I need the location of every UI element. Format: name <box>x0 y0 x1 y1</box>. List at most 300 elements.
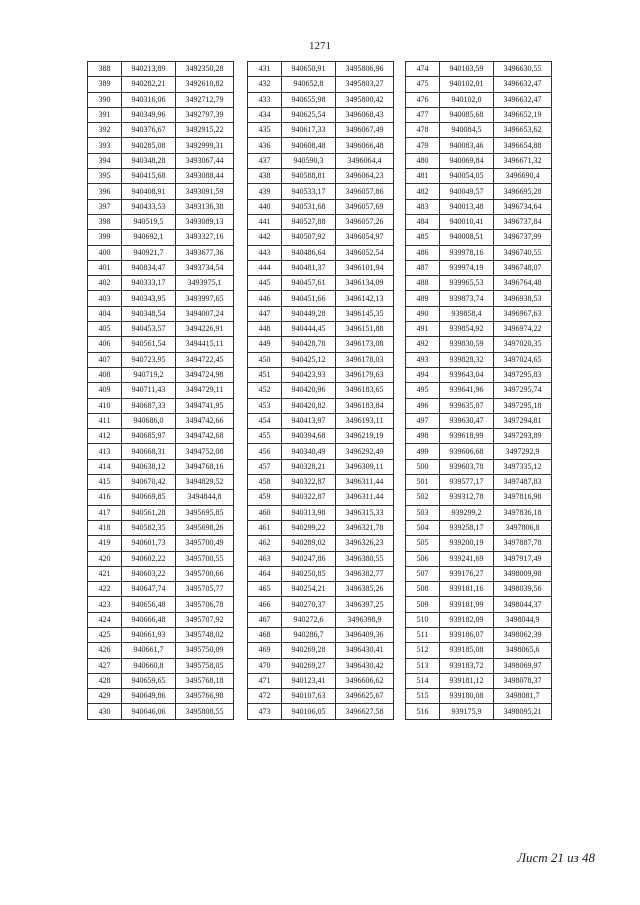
x-coordinate-cell: 940692,1 <box>122 230 176 245</box>
point-number-cell: 466 <box>248 597 282 612</box>
point-number-cell: 491 <box>406 322 440 337</box>
x-coordinate-cell: 940069,84 <box>440 153 494 168</box>
x-coordinate-cell: 939828,32 <box>440 352 494 367</box>
point-number-cell: 419 <box>88 536 122 551</box>
x-coordinate-cell: 940453,57 <box>122 322 176 337</box>
y-coordinate-cell: 3495808,55 <box>176 704 234 719</box>
page-number: 1271 <box>309 40 331 52</box>
table-row <box>406 92 552 107</box>
table-row <box>406 153 552 168</box>
x-coordinate-cell: 940668,31 <box>122 444 176 459</box>
x-coordinate-cell: 940719,2 <box>122 367 176 382</box>
table-row <box>406 367 552 382</box>
point-number-cell: 514 <box>406 673 440 688</box>
y-coordinate-cell: 3496142,13 <box>336 291 394 306</box>
point-number-cell: 458 <box>248 475 282 490</box>
y-coordinate-cell: 3496054,97 <box>336 230 394 245</box>
y-coordinate-cell: 3493677,36 <box>176 245 234 260</box>
table-row <box>88 520 234 535</box>
point-number-cell: 505 <box>406 536 440 551</box>
y-coordinate-cell: 3496178,03 <box>336 352 394 367</box>
table-row <box>248 490 394 505</box>
y-coordinate-cell: 3496740,55 <box>494 245 552 260</box>
table-row <box>406 398 552 413</box>
point-number-cell: 509 <box>406 597 440 612</box>
table-row <box>88 597 234 612</box>
x-coordinate-cell: 939606,68 <box>440 444 494 459</box>
table-row <box>88 627 234 642</box>
table-row <box>248 704 394 719</box>
y-coordinate-cell: 3495695,85 <box>176 505 234 520</box>
point-number-cell: 425 <box>88 627 122 642</box>
y-coordinate-cell: 3494722,45 <box>176 352 234 367</box>
point-number-cell: 427 <box>88 658 122 673</box>
y-coordinate-cell: 3495750,09 <box>176 643 234 658</box>
point-number-cell: 432 <box>248 77 282 92</box>
table-row <box>248 352 394 367</box>
point-number-cell: 431 <box>248 62 282 77</box>
point-number-cell: 479 <box>406 138 440 153</box>
point-number-cell: 484 <box>406 214 440 229</box>
y-coordinate-cell: 3496068,43 <box>336 107 394 122</box>
point-number-cell: 437 <box>248 153 282 168</box>
x-coordinate-cell: 939181,12 <box>440 673 494 688</box>
table-row <box>406 383 552 398</box>
point-number-cell: 446 <box>248 291 282 306</box>
table-row <box>406 352 552 367</box>
table-row <box>248 398 394 413</box>
point-number-cell: 508 <box>406 582 440 597</box>
x-coordinate-cell: 940531,68 <box>282 199 336 214</box>
point-number-cell: 493 <box>406 352 440 367</box>
x-coordinate-cell: 940322,87 <box>282 490 336 505</box>
table-row <box>88 184 234 199</box>
y-coordinate-cell: 3496057,69 <box>336 199 394 214</box>
table-row <box>406 520 552 535</box>
y-coordinate-cell: 3495768,18 <box>176 673 234 688</box>
table-row <box>406 322 552 337</box>
point-number-cell: 396 <box>88 184 122 199</box>
y-coordinate-cell: 3496654,88 <box>494 138 552 153</box>
y-coordinate-cell: 3495758,05 <box>176 658 234 673</box>
y-coordinate-cell: 3492915,22 <box>176 123 234 138</box>
x-coordinate-cell: 940254,21 <box>282 582 336 597</box>
x-coordinate-cell: 940921,7 <box>122 245 176 260</box>
point-number-cell: 435 <box>248 123 282 138</box>
y-coordinate-cell: 3497294,81 <box>494 413 552 428</box>
x-coordinate-cell: 940322,87 <box>282 475 336 490</box>
table-row <box>248 62 394 77</box>
y-coordinate-cell: 3496397,25 <box>336 597 394 612</box>
table-row <box>406 230 552 245</box>
point-number-cell: 429 <box>88 689 122 704</box>
x-coordinate-cell: 940107,63 <box>282 689 336 704</box>
x-coordinate-cell: 939978,16 <box>440 245 494 260</box>
table-row <box>248 322 394 337</box>
y-coordinate-cell: 3496625,67 <box>336 689 394 704</box>
x-coordinate-cell: 939965,53 <box>440 276 494 291</box>
table-row <box>406 413 552 428</box>
point-number-cell: 397 <box>88 199 122 214</box>
y-coordinate-cell: 3497293,89 <box>494 429 552 444</box>
table-row <box>88 459 234 474</box>
y-coordinate-cell: 3496380,55 <box>336 551 394 566</box>
x-coordinate-cell: 940603,22 <box>122 566 176 581</box>
table-row <box>248 505 394 520</box>
point-number-cell: 515 <box>406 689 440 704</box>
table-row <box>248 643 394 658</box>
x-coordinate-cell: 940285,08 <box>122 138 176 153</box>
table-row <box>88 413 234 428</box>
y-coordinate-cell: 3498078,37 <box>494 673 552 688</box>
x-coordinate-cell: 940270,37 <box>282 597 336 612</box>
point-number-cell: 415 <box>88 475 122 490</box>
y-coordinate-cell: 3496409,36 <box>336 627 394 642</box>
y-coordinate-cell: 3496326,23 <box>336 536 394 551</box>
x-coordinate-cell: 940656,48 <box>122 597 176 612</box>
x-coordinate-cell: 939175,9 <box>440 704 494 719</box>
y-coordinate-cell: 3495700,66 <box>176 566 234 581</box>
x-coordinate-cell: 940013,48 <box>440 199 494 214</box>
point-number-cell: 489 <box>406 291 440 306</box>
x-coordinate-cell: 939643,04 <box>440 367 494 382</box>
table-row <box>88 704 234 719</box>
y-coordinate-cell: 3494768,16 <box>176 459 234 474</box>
table-row <box>88 322 234 337</box>
y-coordinate-cell: 3496690,4 <box>494 169 552 184</box>
point-number-cell: 448 <box>248 322 282 337</box>
table-row <box>406 123 552 138</box>
table-row <box>248 444 394 459</box>
table-row <box>88 245 234 260</box>
point-number-cell: 516 <box>406 704 440 719</box>
point-number-cell: 500 <box>406 459 440 474</box>
y-coordinate-cell: 3496052,54 <box>336 245 394 260</box>
x-coordinate-cell: 940102,01 <box>440 77 494 92</box>
x-coordinate-cell: 940102,0 <box>440 92 494 107</box>
table-row <box>88 291 234 306</box>
y-coordinate-cell: 3495806,96 <box>336 62 394 77</box>
y-coordinate-cell: 3494741,95 <box>176 398 234 413</box>
point-number-cell: 488 <box>406 276 440 291</box>
y-coordinate-cell: 3498039,56 <box>494 582 552 597</box>
point-number-cell: 459 <box>248 490 282 505</box>
point-number-cell: 394 <box>88 153 122 168</box>
y-coordinate-cell: 3496967,63 <box>494 306 552 321</box>
table-row <box>88 689 234 704</box>
y-coordinate-cell: 3495706,78 <box>176 597 234 612</box>
x-coordinate-cell: 940340,49 <box>282 444 336 459</box>
y-coordinate-cell: 3493067,44 <box>176 153 234 168</box>
table-row <box>88 582 234 597</box>
point-number-cell: 423 <box>88 597 122 612</box>
table-row <box>248 230 394 245</box>
x-coordinate-cell: 940415,68 <box>122 169 176 184</box>
y-coordinate-cell: 3496630,55 <box>494 62 552 77</box>
table-row <box>248 429 394 444</box>
table-row <box>406 490 552 505</box>
point-number-cell: 510 <box>406 612 440 627</box>
table-row <box>406 673 552 688</box>
y-coordinate-cell: 3492350,28 <box>176 62 234 77</box>
point-number-cell: 451 <box>248 367 282 382</box>
point-number-cell: 503 <box>406 505 440 520</box>
y-coordinate-cell: 3496173,08 <box>336 337 394 352</box>
x-coordinate-cell: 939182,09 <box>440 612 494 627</box>
x-coordinate-cell: 940428,78 <box>282 337 336 352</box>
table-row <box>406 475 552 490</box>
y-coordinate-cell: 3498065,6 <box>494 643 552 658</box>
point-number-cell: 417 <box>88 505 122 520</box>
table-row <box>406 597 552 612</box>
point-number-cell: 395 <box>88 169 122 184</box>
table-row <box>88 658 234 673</box>
table-row <box>88 505 234 520</box>
x-coordinate-cell: 940451,66 <box>282 291 336 306</box>
point-number-cell: 486 <box>406 245 440 260</box>
table-row <box>406 337 552 352</box>
x-coordinate-cell: 940670,42 <box>122 475 176 490</box>
y-coordinate-cell: 3496151,88 <box>336 322 394 337</box>
point-number-cell: 405 <box>88 322 122 337</box>
x-coordinate-cell: 940349,96 <box>122 107 176 122</box>
table-row <box>406 276 552 291</box>
y-coordinate-cell: 3496145,35 <box>336 306 394 321</box>
point-number-cell: 438 <box>248 169 282 184</box>
x-coordinate-cell: 939974,19 <box>440 260 494 275</box>
table-row <box>88 107 234 122</box>
table-row <box>88 398 234 413</box>
point-number-cell: 443 <box>248 245 282 260</box>
x-coordinate-cell: 940106,05 <box>282 704 336 719</box>
x-coordinate-cell: 940213,89 <box>122 62 176 77</box>
table-row <box>88 643 234 658</box>
y-coordinate-cell: 3494226,91 <box>176 322 234 337</box>
y-coordinate-cell: 3498044,37 <box>494 597 552 612</box>
table-row <box>248 536 394 551</box>
table-row <box>248 138 394 153</box>
y-coordinate-cell: 3493088,44 <box>176 169 234 184</box>
table-row <box>88 612 234 627</box>
y-coordinate-cell: 3498062,39 <box>494 627 552 642</box>
y-coordinate-cell: 3498081,7 <box>494 689 552 704</box>
point-number-cell: 393 <box>88 138 122 153</box>
point-number-cell: 453 <box>248 398 282 413</box>
x-coordinate-cell: 939873,74 <box>440 291 494 306</box>
table-row <box>406 260 552 275</box>
table-row <box>406 704 552 719</box>
coordinates-table-3 <box>405 61 552 720</box>
point-number-cell: 409 <box>88 383 122 398</box>
y-coordinate-cell: 3497806,8 <box>494 520 552 535</box>
x-coordinate-cell: 940533,17 <box>282 184 336 199</box>
x-coordinate-cell: 940084,5 <box>440 123 494 138</box>
table-row <box>88 337 234 352</box>
point-number-cell: 389 <box>88 77 122 92</box>
x-coordinate-cell: 940652,8 <box>282 77 336 92</box>
x-coordinate-cell: 939241,69 <box>440 551 494 566</box>
x-coordinate-cell: 939181,16 <box>440 582 494 597</box>
table-row <box>406 306 552 321</box>
coordinates-tables <box>87 61 552 781</box>
x-coordinate-cell: 940420,82 <box>282 398 336 413</box>
table-row <box>248 291 394 306</box>
y-coordinate-cell: 3498095,21 <box>494 704 552 719</box>
point-number-cell: 411 <box>88 413 122 428</box>
point-number-cell: 464 <box>248 566 282 581</box>
point-number-cell: 492 <box>406 337 440 352</box>
y-coordinate-cell: 3496632,47 <box>494 77 552 92</box>
table-row <box>248 92 394 107</box>
table-row <box>406 536 552 551</box>
table-row <box>248 169 394 184</box>
table-row <box>248 77 394 92</box>
x-coordinate-cell: 940433,53 <box>122 199 176 214</box>
x-coordinate-cell: 940457,61 <box>282 276 336 291</box>
x-coordinate-cell: 940348,28 <box>122 153 176 168</box>
table-row <box>248 551 394 566</box>
point-number-cell: 430 <box>88 704 122 719</box>
table-row <box>248 383 394 398</box>
point-number-cell: 421 <box>88 566 122 581</box>
x-coordinate-cell: 939577,17 <box>440 475 494 490</box>
point-number-cell: 416 <box>88 490 122 505</box>
table-row <box>406 444 552 459</box>
point-number-cell: 502 <box>406 490 440 505</box>
x-coordinate-cell: 940486,64 <box>282 245 336 260</box>
table-row <box>248 597 394 612</box>
point-number-cell: 399 <box>88 230 122 245</box>
x-coordinate-cell: 940507,92 <box>282 230 336 245</box>
x-coordinate-cell: 940289,02 <box>282 536 336 551</box>
table-row <box>406 566 552 581</box>
point-number-cell: 456 <box>248 444 282 459</box>
point-number-cell: 414 <box>88 459 122 474</box>
point-number-cell: 460 <box>248 505 282 520</box>
point-number-cell: 483 <box>406 199 440 214</box>
x-coordinate-cell: 940650,91 <box>282 62 336 77</box>
point-number-cell: 402 <box>88 276 122 291</box>
table-row <box>88 153 234 168</box>
table-row <box>248 459 394 474</box>
point-number-cell: 445 <box>248 276 282 291</box>
point-number-cell: 511 <box>406 627 440 642</box>
y-coordinate-cell: 3495803,27 <box>336 77 394 92</box>
y-coordinate-cell: 3497836,18 <box>494 505 552 520</box>
y-coordinate-cell: 3496734,64 <box>494 199 552 214</box>
x-coordinate-cell: 940661,93 <box>122 627 176 642</box>
point-number-cell: 452 <box>248 383 282 398</box>
point-number-cell: 407 <box>88 352 122 367</box>
table-row <box>406 582 552 597</box>
point-number-cell: 482 <box>406 184 440 199</box>
table-row <box>406 643 552 658</box>
y-coordinate-cell: 3496311,44 <box>336 490 394 505</box>
table-row <box>406 214 552 229</box>
point-number-cell: 495 <box>406 383 440 398</box>
y-coordinate-cell: 3494724,98 <box>176 367 234 382</box>
point-number-cell: 392 <box>88 123 122 138</box>
table-row <box>88 123 234 138</box>
table-row <box>88 138 234 153</box>
table-row <box>406 658 552 673</box>
y-coordinate-cell: 3496398,9 <box>336 612 394 627</box>
y-coordinate-cell: 3492712,79 <box>176 92 234 107</box>
x-coordinate-cell: 939186,07 <box>440 627 494 642</box>
x-coordinate-cell: 940272,6 <box>282 612 336 627</box>
table-row <box>406 689 552 704</box>
x-coordinate-cell: 940247,86 <box>282 551 336 566</box>
x-coordinate-cell: 939200,19 <box>440 536 494 551</box>
table-row <box>406 62 552 77</box>
y-coordinate-cell: 3497917,49 <box>494 551 552 566</box>
table-row <box>406 612 552 627</box>
table-row <box>88 276 234 291</box>
point-number-cell: 436 <box>248 138 282 153</box>
table-row <box>406 429 552 444</box>
table-row <box>248 214 394 229</box>
y-coordinate-cell: 3496652,19 <box>494 107 552 122</box>
point-number-cell: 487 <box>406 260 440 275</box>
y-coordinate-cell: 3492999,31 <box>176 138 234 153</box>
x-coordinate-cell: 940646,06 <box>122 704 176 719</box>
y-coordinate-cell: 3494742,66 <box>176 413 234 428</box>
table-row <box>88 490 234 505</box>
y-coordinate-cell: 3498009,98 <box>494 566 552 581</box>
point-number-cell: 475 <box>406 77 440 92</box>
coordinates-table-2 <box>247 61 394 720</box>
table-row <box>248 413 394 428</box>
point-number-cell: 499 <box>406 444 440 459</box>
y-coordinate-cell: 3496183,84 <box>336 398 394 413</box>
y-coordinate-cell: 3496974,22 <box>494 322 552 337</box>
y-coordinate-cell: 3497295,18 <box>494 398 552 413</box>
x-coordinate-cell: 940348,54 <box>122 306 176 321</box>
x-coordinate-cell: 939258,17 <box>440 520 494 535</box>
x-coordinate-cell: 940123,41 <box>282 673 336 688</box>
table-row <box>406 459 552 474</box>
point-number-cell: 474 <box>406 62 440 77</box>
x-coordinate-cell: 940413,97 <box>282 413 336 428</box>
y-coordinate-cell: 3496627,58 <box>336 704 394 719</box>
y-coordinate-cell: 3496748,07 <box>494 260 552 275</box>
table-row <box>88 551 234 566</box>
x-coordinate-cell: 940519,5 <box>122 214 176 229</box>
table-row <box>88 92 234 107</box>
x-coordinate-cell: 940049,57 <box>440 184 494 199</box>
point-number-cell: 465 <box>248 582 282 597</box>
y-coordinate-cell: 3496064,23 <box>336 169 394 184</box>
x-coordinate-cell: 939630,47 <box>440 413 494 428</box>
x-coordinate-cell: 940449,28 <box>282 306 336 321</box>
x-coordinate-cell: 940687,33 <box>122 398 176 413</box>
point-number-cell: 428 <box>88 673 122 688</box>
y-coordinate-cell: 3496385,26 <box>336 582 394 597</box>
x-coordinate-cell: 940269,27 <box>282 658 336 673</box>
table-row <box>88 429 234 444</box>
point-number-cell: 504 <box>406 520 440 535</box>
point-number-cell: 467 <box>248 612 282 627</box>
y-coordinate-cell: 3496067,49 <box>336 123 394 138</box>
y-coordinate-cell: 3497295,83 <box>494 367 552 382</box>
y-coordinate-cell: 3496057,26 <box>336 214 394 229</box>
table-row <box>248 689 394 704</box>
y-coordinate-cell: 3496183,65 <box>336 383 394 398</box>
x-coordinate-cell: 939854,92 <box>440 322 494 337</box>
x-coordinate-cell: 940647,74 <box>122 582 176 597</box>
y-coordinate-cell: 3494752,08 <box>176 444 234 459</box>
y-coordinate-cell: 3496193,11 <box>336 413 394 428</box>
